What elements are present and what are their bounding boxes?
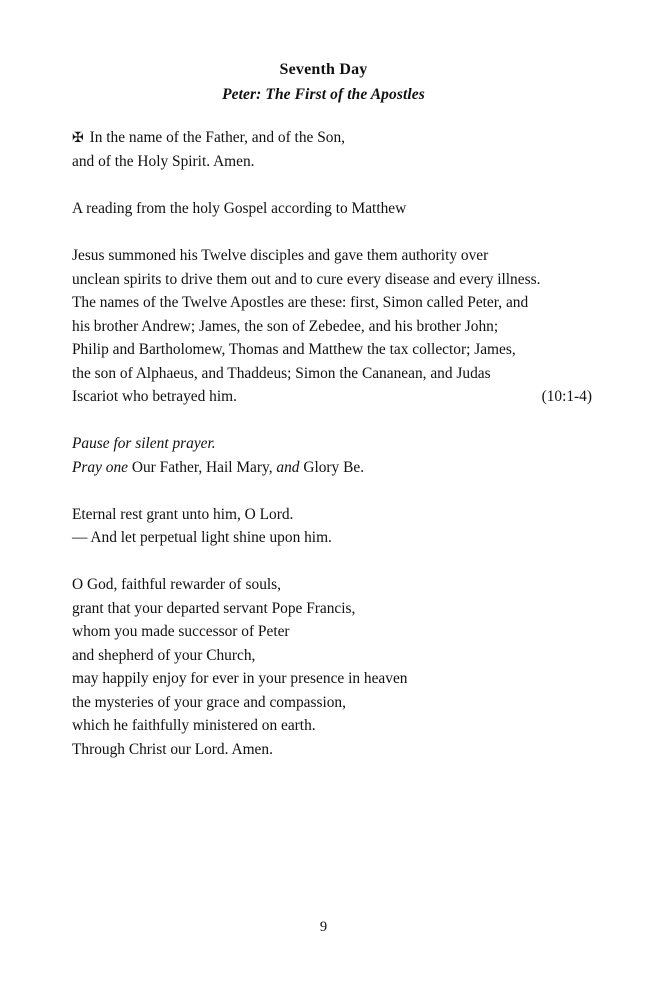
gospel-last-line-with-citation (72, 385, 594, 409)
gospel-line: unclean spirits to drive them out and to cure every disease and every illness. (72, 270, 541, 288)
rubric-pause-line: Pause for silent prayer. (72, 435, 216, 452)
page-subtitle: Peter: The First of the Apostles (222, 86, 425, 103)
eternal-rest-versicle: Eternal rest grant unto him, O Lord. (72, 505, 294, 523)
rubric-pray-line (72, 456, 594, 480)
spacer (72, 479, 594, 503)
closing-prayer-line: O God, faithful rewarder of souls, (72, 576, 281, 593)
sign-of-cross-block (72, 126, 594, 174)
scripture-citation: (10:1-4) (541, 388, 592, 405)
rubric-prayer-names-1: Our Father, Hail Mary, (128, 458, 273, 476)
gospel-line: his brother Andrew; James, the son of Zebedee, and his brother John; (72, 317, 499, 335)
sign-of-cross-text-1: In the name of the Father, and of the Son, (89, 129, 345, 146)
page-title: Seventh Day (279, 61, 368, 78)
closing-prayer-line: whom you made successor of Peter (72, 623, 290, 640)
eternal-rest-response: — And let perpetual light shine upon him. (72, 529, 332, 546)
gospel-intro-line: A reading from the holy Gospel according to Matthew (72, 200, 407, 217)
sign-of-cross-line-1 (72, 126, 594, 150)
closing-prayer-line: grant that your departed servant Pope Francis, (72, 599, 356, 617)
gospel-line: Jesus summoned his Twelve disciples and gave them authority over (72, 247, 489, 264)
gospel-line: The names of the Twelve Apostles are these: first, Simon called Peter, and (72, 294, 529, 311)
gospel-line: Philip and Bartholomew, Thomas and Matthew the tax collector; James, (72, 341, 516, 358)
closing-prayer-line: and shepherd of your Church, (72, 646, 256, 664)
rubric-prayer-names-2: Glory Be. (303, 458, 365, 476)
sign-of-cross-line-2: and of the Holy Spirit. Amen. (72, 153, 255, 170)
page-number: 9 (319, 919, 328, 935)
maltese-cross-icon: ✠ (72, 130, 84, 146)
closing-prayer-line: may happily enjoy for ever in your presence in heaven (72, 670, 408, 687)
spacer (72, 550, 594, 574)
gospel-reading-block (72, 244, 594, 409)
closing-prayer-block (72, 573, 594, 761)
spacer (72, 409, 594, 433)
spacer (72, 221, 594, 245)
closing-prayer-line: which he faithfully ministered on earth. (72, 717, 316, 734)
gospel-line: Iscariot who betrayed him. (72, 388, 237, 405)
rubric-block (72, 432, 594, 479)
gospel-intro-block (72, 197, 594, 221)
rubric-pray-lead: Pray one (72, 458, 128, 476)
closing-prayer-line: the mysteries of your grace and compassion, (72, 693, 346, 711)
document-body (72, 126, 594, 761)
rubric-pray-and: and (272, 458, 304, 476)
eternal-rest-block (72, 503, 594, 550)
page-heading (0, 60, 647, 105)
spacer (72, 174, 594, 198)
gospel-line: the son of Alphaeus, and Thaddeus; Simon the Cananean, and Judas (72, 364, 491, 382)
closing-prayer-line: Through Christ our Lord. Amen. (72, 740, 273, 758)
